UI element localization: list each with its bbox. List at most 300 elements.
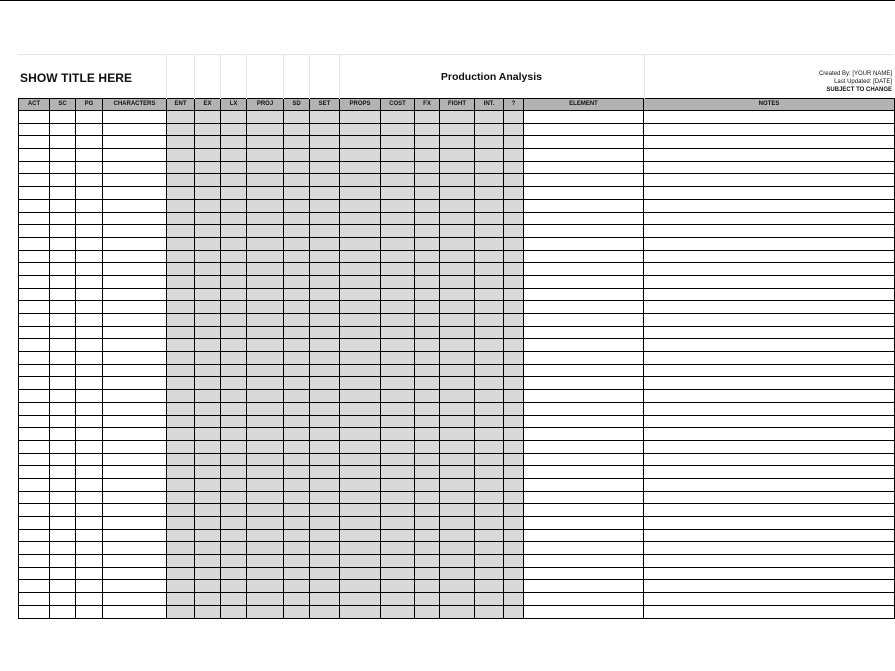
cell-notes[interactable]: [644, 225, 895, 238]
cell-sd[interactable]: [284, 301, 310, 314]
cell-ex[interactable]: [195, 314, 221, 327]
cell-props[interactable]: [340, 402, 381, 415]
cell-int[interactable]: [475, 326, 504, 339]
cell-sc[interactable]: [50, 593, 76, 606]
cell-proj[interactable]: [247, 542, 284, 555]
cell-cost[interactable]: [381, 199, 415, 212]
cell-element[interactable]: [524, 111, 644, 124]
cell-act[interactable]: [19, 415, 50, 428]
cell-props[interactable]: [340, 377, 381, 390]
cell-proj[interactable]: [247, 301, 284, 314]
cell-ent[interactable]: [167, 250, 195, 263]
cell-element[interactable]: [524, 339, 644, 352]
cell-cost[interactable]: [381, 301, 415, 314]
cell-lx[interactable]: [221, 440, 247, 453]
cell-ex[interactable]: [195, 174, 221, 187]
cell-int[interactable]: [475, 440, 504, 453]
cell-ex[interactable]: [195, 504, 221, 517]
cell-notes[interactable]: [644, 593, 895, 606]
show-title[interactable]: SHOW TITLE HERE: [20, 71, 133, 85]
cell-cost[interactable]: [381, 529, 415, 542]
cell-pg[interactable]: [76, 390, 103, 403]
cell-proj[interactable]: [247, 453, 284, 466]
cell-sc[interactable]: [50, 453, 76, 466]
cell-lx[interactable]: [221, 377, 247, 390]
cell-sd[interactable]: [284, 567, 310, 580]
cell-notes[interactable]: [644, 605, 895, 618]
cell-notes[interactable]: [644, 149, 895, 162]
cell-element[interactable]: [524, 136, 644, 149]
cell-fx[interactable]: [415, 301, 440, 314]
cell-pg[interactable]: [76, 453, 103, 466]
cell-ent[interactable]: [167, 415, 195, 428]
cell-characters[interactable]: [103, 111, 167, 124]
cell-characters[interactable]: [103, 466, 167, 479]
cell-element[interactable]: [524, 542, 644, 555]
cell-sd[interactable]: [284, 466, 310, 479]
cell-characters[interactable]: [103, 326, 167, 339]
cell-sc[interactable]: [50, 377, 76, 390]
cell-notes[interactable]: [644, 339, 895, 352]
cell-notes[interactable]: [644, 123, 895, 136]
cell-proj[interactable]: [247, 314, 284, 327]
cell-fx[interactable]: [415, 123, 440, 136]
cell-ent[interactable]: [167, 377, 195, 390]
cell-sc[interactable]: [50, 314, 76, 327]
cell-ex[interactable]: [195, 593, 221, 606]
cell-lx[interactable]: [221, 199, 247, 212]
cell-proj[interactable]: [247, 326, 284, 339]
cell-sc[interactable]: [50, 250, 76, 263]
cell-cost[interactable]: [381, 314, 415, 327]
cell-sd[interactable]: [284, 402, 310, 415]
cell-set[interactable]: [310, 402, 340, 415]
cell-lx[interactable]: [221, 504, 247, 517]
cell-characters[interactable]: [103, 390, 167, 403]
cell-ex[interactable]: [195, 517, 221, 530]
cell-characters[interactable]: [103, 174, 167, 187]
cell-q[interactable]: [504, 517, 524, 530]
cell-fx[interactable]: [415, 199, 440, 212]
cell-proj[interactable]: [247, 199, 284, 212]
cell-proj[interactable]: [247, 567, 284, 580]
cell-proj[interactable]: [247, 364, 284, 377]
cell-q[interactable]: [504, 212, 524, 225]
cell-sc[interactable]: [50, 111, 76, 124]
cell-characters[interactable]: [103, 478, 167, 491]
cell-proj[interactable]: [247, 187, 284, 200]
cell-cost[interactable]: [381, 542, 415, 555]
cell-act[interactable]: [19, 580, 50, 593]
cell-int[interactable]: [475, 111, 504, 124]
cell-notes[interactable]: [644, 377, 895, 390]
cell-cost[interactable]: [381, 212, 415, 225]
cell-fx[interactable]: [415, 567, 440, 580]
cell-props[interactable]: [340, 187, 381, 200]
cell-proj[interactable]: [247, 605, 284, 618]
cell-characters[interactable]: [103, 440, 167, 453]
cell-fx[interactable]: [415, 440, 440, 453]
cell-lx[interactable]: [221, 415, 247, 428]
cell-fight[interactable]: [440, 263, 475, 276]
cell-ex[interactable]: [195, 567, 221, 580]
cell-element[interactable]: [524, 453, 644, 466]
cell-ex[interactable]: [195, 555, 221, 568]
cell-sd[interactable]: [284, 225, 310, 238]
cell-sd[interactable]: [284, 339, 310, 352]
cell-element[interactable]: [524, 263, 644, 276]
cell-characters[interactable]: [103, 542, 167, 555]
cell-sc[interactable]: [50, 466, 76, 479]
cell-element[interactable]: [524, 314, 644, 327]
cell-set[interactable]: [310, 301, 340, 314]
cell-q[interactable]: [504, 428, 524, 441]
cell-pg[interactable]: [76, 339, 103, 352]
cell-q[interactable]: [504, 364, 524, 377]
cell-fx[interactable]: [415, 263, 440, 276]
cell-proj[interactable]: [247, 478, 284, 491]
cell-fight[interactable]: [440, 250, 475, 263]
cell-characters[interactable]: [103, 199, 167, 212]
cell-int[interactable]: [475, 555, 504, 568]
cell-notes[interactable]: [644, 402, 895, 415]
cell-ent[interactable]: [167, 199, 195, 212]
cell-lx[interactable]: [221, 478, 247, 491]
cell-pg[interactable]: [76, 466, 103, 479]
cell-proj[interactable]: [247, 352, 284, 365]
cell-element[interactable]: [524, 250, 644, 263]
cell-fight[interactable]: [440, 237, 475, 250]
cell-lx[interactable]: [221, 174, 247, 187]
cell-lx[interactable]: [221, 225, 247, 238]
cell-fight[interactable]: [440, 123, 475, 136]
cell-notes[interactable]: [644, 529, 895, 542]
cell-cost[interactable]: [381, 478, 415, 491]
cell-cost[interactable]: [381, 364, 415, 377]
cell-characters[interactable]: [103, 555, 167, 568]
cell-int[interactable]: [475, 352, 504, 365]
cell-ex[interactable]: [195, 250, 221, 263]
cell-set[interactable]: [310, 339, 340, 352]
cell-ent[interactable]: [167, 225, 195, 238]
cell-sc[interactable]: [50, 237, 76, 250]
cell-fx[interactable]: [415, 542, 440, 555]
cell-characters[interactable]: [103, 250, 167, 263]
cell-props[interactable]: [340, 212, 381, 225]
cell-pg[interactable]: [76, 377, 103, 390]
cell-ex[interactable]: [195, 580, 221, 593]
cell-element[interactable]: [524, 326, 644, 339]
cell-act[interactable]: [19, 428, 50, 441]
cell-fx[interactable]: [415, 174, 440, 187]
cell-ent[interactable]: [167, 542, 195, 555]
cell-notes[interactable]: [644, 136, 895, 149]
cell-characters[interactable]: [103, 491, 167, 504]
cell-notes[interactable]: [644, 263, 895, 276]
cell-lx[interactable]: [221, 402, 247, 415]
cell-act[interactable]: [19, 314, 50, 327]
cell-proj[interactable]: [247, 402, 284, 415]
cell-pg[interactable]: [76, 491, 103, 504]
cell-sc[interactable]: [50, 542, 76, 555]
cell-element[interactable]: [524, 275, 644, 288]
cell-sd[interactable]: [284, 250, 310, 263]
cell-act[interactable]: [19, 187, 50, 200]
cell-sd[interactable]: [284, 187, 310, 200]
cell-notes[interactable]: [644, 415, 895, 428]
cell-fx[interactable]: [415, 161, 440, 174]
cell-ent[interactable]: [167, 339, 195, 352]
cell-ex[interactable]: [195, 161, 221, 174]
cell-int[interactable]: [475, 174, 504, 187]
cell-sc[interactable]: [50, 187, 76, 200]
cell-lx[interactable]: [221, 111, 247, 124]
cell-int[interactable]: [475, 301, 504, 314]
cell-set[interactable]: [310, 440, 340, 453]
cell-cost[interactable]: [381, 453, 415, 466]
cell-notes[interactable]: [644, 478, 895, 491]
cell-ex[interactable]: [195, 123, 221, 136]
cell-q[interactable]: [504, 314, 524, 327]
cell-sc[interactable]: [50, 123, 76, 136]
cell-sd[interactable]: [284, 415, 310, 428]
cell-fight[interactable]: [440, 275, 475, 288]
cell-cost[interactable]: [381, 567, 415, 580]
cell-cost[interactable]: [381, 580, 415, 593]
cell-pg[interactable]: [76, 161, 103, 174]
cell-cost[interactable]: [381, 263, 415, 276]
cell-act[interactable]: [19, 174, 50, 187]
cell-notes[interactable]: [644, 440, 895, 453]
cell-sc[interactable]: [50, 517, 76, 530]
cell-int[interactable]: [475, 136, 504, 149]
cell-pg[interactable]: [76, 580, 103, 593]
cell-ent[interactable]: [167, 161, 195, 174]
cell-pg[interactable]: [76, 237, 103, 250]
cell-pg[interactable]: [76, 212, 103, 225]
cell-props[interactable]: [340, 326, 381, 339]
cell-ent[interactable]: [167, 288, 195, 301]
cell-notes[interactable]: [644, 580, 895, 593]
cell-set[interactable]: [310, 250, 340, 263]
cell-q[interactable]: [504, 352, 524, 365]
cell-proj[interactable]: [247, 225, 284, 238]
cell-element[interactable]: [524, 529, 644, 542]
cell-proj[interactable]: [247, 428, 284, 441]
cell-int[interactable]: [475, 580, 504, 593]
cell-act[interactable]: [19, 478, 50, 491]
cell-fight[interactable]: [440, 567, 475, 580]
cell-fight[interactable]: [440, 301, 475, 314]
cell-act[interactable]: [19, 301, 50, 314]
cell-proj[interactable]: [247, 275, 284, 288]
cell-notes[interactable]: [644, 567, 895, 580]
cell-int[interactable]: [475, 428, 504, 441]
cell-fight[interactable]: [440, 517, 475, 530]
cell-fx[interactable]: [415, 225, 440, 238]
cell-cost[interactable]: [381, 136, 415, 149]
cell-fight[interactable]: [440, 491, 475, 504]
cell-element[interactable]: [524, 364, 644, 377]
cell-lx[interactable]: [221, 580, 247, 593]
cell-lx[interactable]: [221, 466, 247, 479]
cell-sd[interactable]: [284, 593, 310, 606]
cell-lx[interactable]: [221, 288, 247, 301]
cell-ex[interactable]: [195, 288, 221, 301]
cell-pg[interactable]: [76, 314, 103, 327]
cell-ent[interactable]: [167, 326, 195, 339]
cell-element[interactable]: [524, 567, 644, 580]
cell-fx[interactable]: [415, 339, 440, 352]
cell-element[interactable]: [524, 352, 644, 365]
cell-int[interactable]: [475, 402, 504, 415]
cell-fight[interactable]: [440, 580, 475, 593]
cell-act[interactable]: [19, 212, 50, 225]
cell-cost[interactable]: [381, 339, 415, 352]
cell-fight[interactable]: [440, 136, 475, 149]
cell-element[interactable]: [524, 225, 644, 238]
cell-proj[interactable]: [247, 111, 284, 124]
cell-ex[interactable]: [195, 440, 221, 453]
cell-ent[interactable]: [167, 123, 195, 136]
cell-sc[interactable]: [50, 529, 76, 542]
cell-notes[interactable]: [644, 111, 895, 124]
cell-notes[interactable]: [644, 352, 895, 365]
cell-pg[interactable]: [76, 605, 103, 618]
cell-act[interactable]: [19, 390, 50, 403]
cell-ex[interactable]: [195, 326, 221, 339]
cell-cost[interactable]: [381, 225, 415, 238]
cell-int[interactable]: [475, 212, 504, 225]
cell-sd[interactable]: [284, 111, 310, 124]
cell-notes[interactable]: [644, 326, 895, 339]
cell-int[interactable]: [475, 237, 504, 250]
cell-q[interactable]: [504, 275, 524, 288]
cell-ex[interactable]: [195, 466, 221, 479]
cell-proj[interactable]: [247, 377, 284, 390]
cell-fx[interactable]: [415, 428, 440, 441]
cell-notes[interactable]: [644, 199, 895, 212]
cell-sc[interactable]: [50, 136, 76, 149]
cell-ex[interactable]: [195, 187, 221, 200]
cell-fight[interactable]: [440, 339, 475, 352]
cell-set[interactable]: [310, 288, 340, 301]
cell-element[interactable]: [524, 301, 644, 314]
cell-sc[interactable]: [50, 402, 76, 415]
cell-act[interactable]: [19, 250, 50, 263]
cell-pg[interactable]: [76, 593, 103, 606]
cell-q[interactable]: [504, 136, 524, 149]
cell-fx[interactable]: [415, 237, 440, 250]
cell-ex[interactable]: [195, 428, 221, 441]
cell-cost[interactable]: [381, 517, 415, 530]
cell-characters[interactable]: [103, 605, 167, 618]
cell-sd[interactable]: [284, 326, 310, 339]
cell-element[interactable]: [524, 491, 644, 504]
cell-lx[interactable]: [221, 390, 247, 403]
cell-sd[interactable]: [284, 352, 310, 365]
cell-element[interactable]: [524, 212, 644, 225]
cell-characters[interactable]: [103, 504, 167, 517]
cell-props[interactable]: [340, 517, 381, 530]
cell-element[interactable]: [524, 199, 644, 212]
cell-int[interactable]: [475, 542, 504, 555]
cell-act[interactable]: [19, 605, 50, 618]
cell-ent[interactable]: [167, 555, 195, 568]
cell-int[interactable]: [475, 466, 504, 479]
cell-proj[interactable]: [247, 149, 284, 162]
cell-ent[interactable]: [167, 212, 195, 225]
cell-fx[interactable]: [415, 288, 440, 301]
cell-ex[interactable]: [195, 263, 221, 276]
cell-set[interactable]: [310, 453, 340, 466]
cell-set[interactable]: [310, 390, 340, 403]
cell-element[interactable]: [524, 161, 644, 174]
cell-props[interactable]: [340, 453, 381, 466]
cell-fx[interactable]: [415, 491, 440, 504]
cell-ex[interactable]: [195, 390, 221, 403]
cell-q[interactable]: [504, 377, 524, 390]
cell-set[interactable]: [310, 149, 340, 162]
cell-act[interactable]: [19, 199, 50, 212]
cell-element[interactable]: [524, 377, 644, 390]
cell-props[interactable]: [340, 288, 381, 301]
cell-props[interactable]: [340, 542, 381, 555]
cell-proj[interactable]: [247, 440, 284, 453]
cell-props[interactable]: [340, 314, 381, 327]
cell-sd[interactable]: [284, 377, 310, 390]
cell-fight[interactable]: [440, 352, 475, 365]
cell-characters[interactable]: [103, 567, 167, 580]
cell-ent[interactable]: [167, 466, 195, 479]
cell-lx[interactable]: [221, 275, 247, 288]
cell-ent[interactable]: [167, 402, 195, 415]
cell-act[interactable]: [19, 123, 50, 136]
cell-q[interactable]: [504, 199, 524, 212]
cell-ex[interactable]: [195, 402, 221, 415]
cell-pg[interactable]: [76, 326, 103, 339]
cell-ex[interactable]: [195, 605, 221, 618]
cell-fx[interactable]: [415, 517, 440, 530]
cell-sc[interactable]: [50, 288, 76, 301]
cell-int[interactable]: [475, 491, 504, 504]
cell-sc[interactable]: [50, 275, 76, 288]
cell-fight[interactable]: [440, 225, 475, 238]
cell-element[interactable]: [524, 149, 644, 162]
cell-cost[interactable]: [381, 504, 415, 517]
cell-proj[interactable]: [247, 517, 284, 530]
cell-characters[interactable]: [103, 123, 167, 136]
cell-set[interactable]: [310, 428, 340, 441]
cell-lx[interactable]: [221, 567, 247, 580]
cell-fight[interactable]: [440, 288, 475, 301]
cell-sd[interactable]: [284, 314, 310, 327]
cell-q[interactable]: [504, 111, 524, 124]
cell-set[interactable]: [310, 555, 340, 568]
cell-sd[interactable]: [284, 478, 310, 491]
cell-ex[interactable]: [195, 529, 221, 542]
cell-notes[interactable]: [644, 542, 895, 555]
cell-pg[interactable]: [76, 478, 103, 491]
cell-notes[interactable]: [644, 364, 895, 377]
cell-element[interactable]: [524, 123, 644, 136]
cell-fx[interactable]: [415, 377, 440, 390]
cell-sc[interactable]: [50, 440, 76, 453]
cell-props[interactable]: [340, 174, 381, 187]
cell-props[interactable]: [340, 580, 381, 593]
cell-fight[interactable]: [440, 605, 475, 618]
cell-pg[interactable]: [76, 567, 103, 580]
